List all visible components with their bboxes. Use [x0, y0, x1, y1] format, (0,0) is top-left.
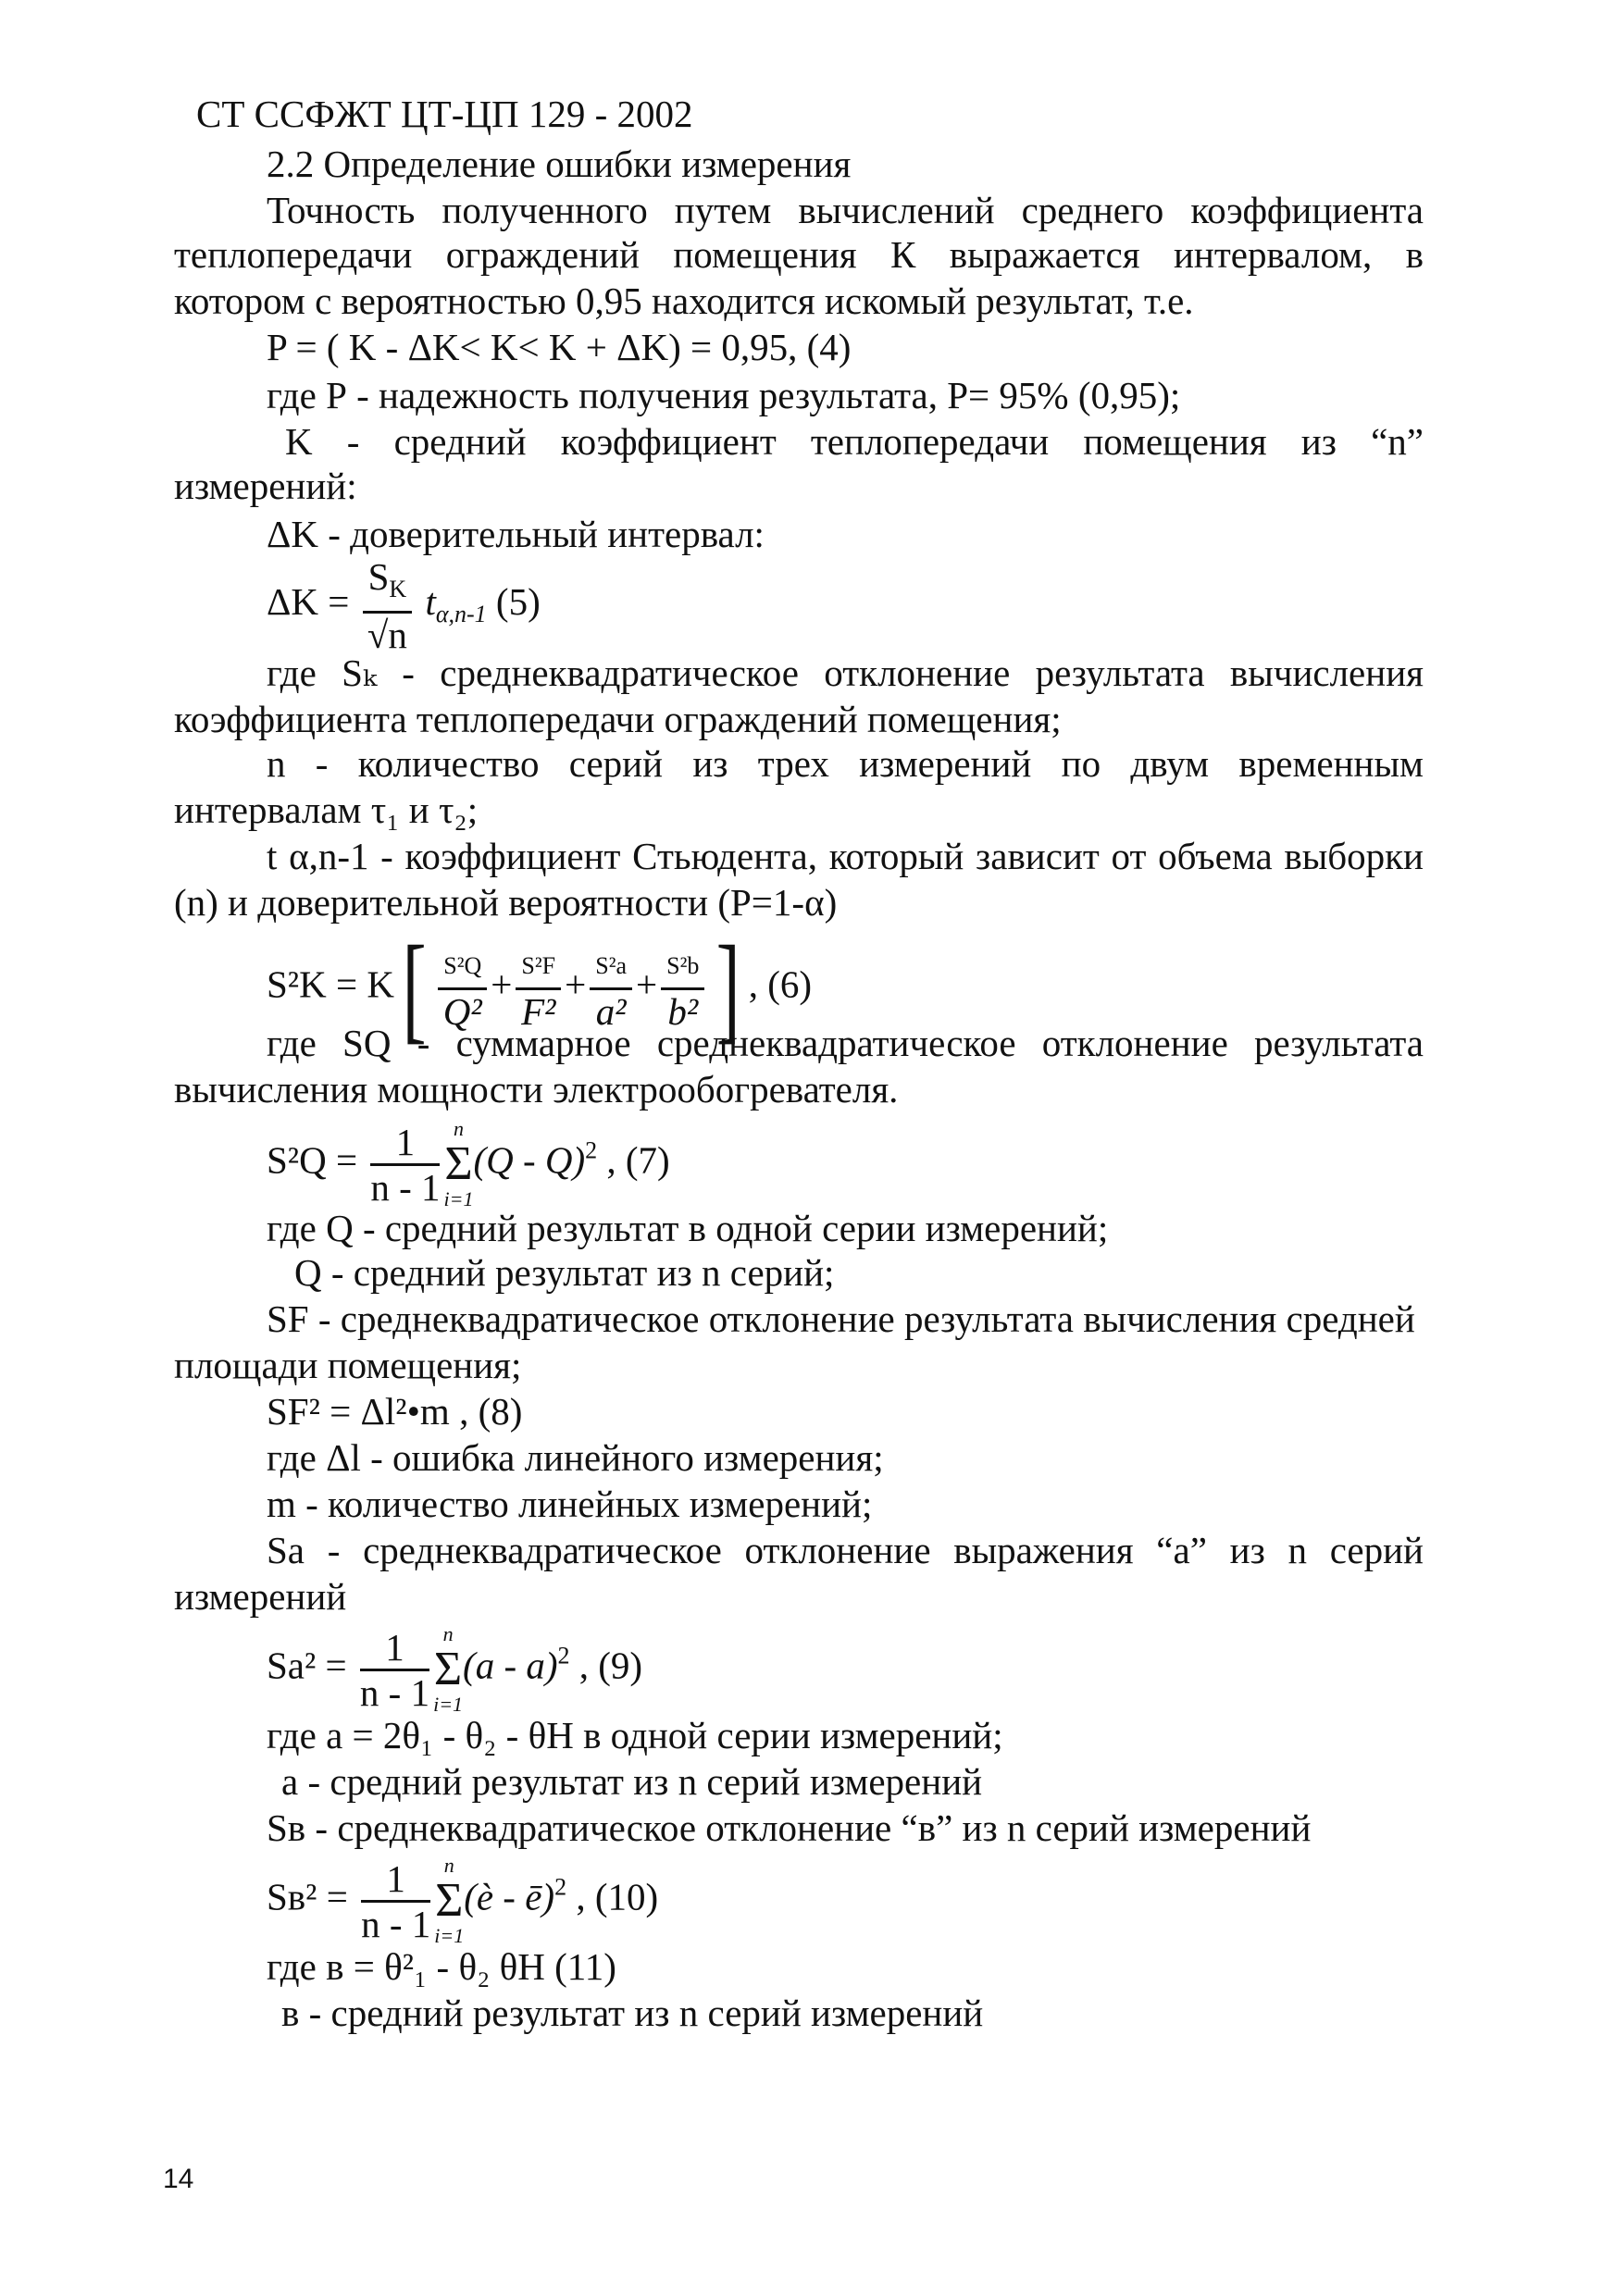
- equation-7-fraction: $\frac{1}{n - 1}$: [370, 1120, 441, 1209]
- equation-7-lhs: S²Q =: [267, 1138, 358, 1182]
- fraction-f: $\frac{\text{S²F}}{\text{F²}}$: [516, 945, 561, 1033]
- equation-tag: , (7): [606, 1138, 670, 1182]
- paragraph-line: Точность полученного путем вычислений среднего коэффициента: [267, 189, 1424, 231]
- k-mean-line: K - средний коэффициент теплопередачи помещения из “n”: [285, 420, 1424, 463]
- fraction-b: $\frac{\text{S²b}}{\text{b²}}$: [661, 945, 704, 1033]
- where-q-line: где Q - средний результат в одной серии измерений;: [267, 1207, 1109, 1249]
- equation-5-lhs: ΔK =: [267, 579, 350, 623]
- t-subscript: α,n-1: [435, 600, 487, 627]
- where-sq-line: вычисления мощности электрообогревателя.: [174, 1068, 899, 1111]
- paragraph-line: котором с вероятностью 0,95 находится искомый результат, т.е.: [174, 279, 1194, 322]
- equation-tag: , (10): [576, 1875, 659, 1918]
- where-sq-line: где SQ - суммарное среднеквадратическое отклонение результата: [267, 1022, 1424, 1064]
- t-definition-line: t α,n-1 - коэффициент Стьюдента, который зависит от объема выборки: [267, 835, 1424, 877]
- n-definition-line: n - количество серий из трех измерений по двум временным: [267, 742, 1424, 785]
- equation-8: SF² = Δl²•m , (8): [267, 1390, 523, 1433]
- equation-tag: , (9): [578, 1644, 643, 1687]
- section-title: 2.2 Определение ошибки измерения: [267, 143, 852, 185]
- fraction-q: $\frac{\text{S²Q}}{\text{Q²}}$: [438, 945, 487, 1033]
- equation-9-body: (a - a): [463, 1644, 558, 1687]
- t-definition-line: (n) и доверительной вероятности (Р=1-α): [174, 881, 838, 924]
- fraction-numerator: S: [367, 555, 390, 598]
- fraction-denominator: √n: [367, 614, 407, 656]
- equation-6: S²K = K[ $\frac{\text{S²Q}}{\text{Q²}}$ + $\frac{\text{S²F}}{\text{F²}}$ + $\frac{\text{S²a}}{\text{a²}}$ + $\frac{\text{S²b}}{\text{b²}}$ ] , (6): [267, 922, 813, 1055]
- where-p-line: где Р - надежность получения результата, Р= 95% (0,95);: [267, 374, 1181, 416]
- a-mean-line: a - средний результат из n серий измерений: [281, 1760, 983, 1803]
- t-symbol: t: [425, 579, 436, 623]
- equation-10-body: (è - ē): [464, 1875, 555, 1918]
- left-bracket: [: [402, 922, 427, 1055]
- equation-4: P = ( K - ΔK< K< K + ΔK) = 0,95, (4): [267, 326, 852, 368]
- sf-definition-line: площади помещения;: [174, 1344, 522, 1386]
- fraction-a: $\frac{\text{S²a}}{\text{a²}}$: [590, 945, 632, 1033]
- equation-tag: , (6): [748, 962, 813, 1006]
- where-sk-line: где Sₖ - среднеквадратическое отклонение результата вычисления: [267, 652, 1424, 694]
- k-mean-line: измерений:: [174, 465, 357, 507]
- sf-definition-line: SF - среднеквадратическое отклонение результата вычисления средней: [267, 1297, 1415, 1340]
- sa-definition-line: Sa - среднеквадратическое отклонение выражения “a” из n серий: [267, 1529, 1424, 1571]
- equation-10-fraction: $\frac{1}{n - 1}$: [361, 1856, 431, 1945]
- where-b-line: где в = θ²₁ - θ₂ θH (11): [267, 1945, 616, 1988]
- numerator-subscript: K: [389, 576, 407, 602]
- equation-9: Sa² = $\frac{1}{n - 1}$ n Σ i=1 (a - a)$^2$ , (9): [267, 1622, 643, 1716]
- document-header: СТ ССФЖТ ЦТ-ЦП 129 - 2002: [196, 93, 693, 135]
- n-definition-line: интервалам τ₁ и τ₂;: [174, 788, 479, 831]
- page-number: 14: [163, 2164, 194, 2194]
- paragraph-line: теплопередачи ограждений помещения К выражается интервалом, в: [174, 233, 1424, 276]
- where-sk-line: коэффициента теплопередачи ограждений помещения;: [174, 698, 1062, 740]
- sum-symbol: n Σ i=1: [434, 1854, 465, 1947]
- equation-10-lhs: Sв² =: [267, 1875, 348, 1918]
- where-a-line: где a = 2θ₁ - θ₂ - θH в одной серии измерений;: [267, 1714, 1003, 1756]
- equation-7-body: (Q - Q): [473, 1138, 586, 1182]
- equation-9-fraction: $\frac{1}{n - 1}$: [359, 1625, 430, 1714]
- delta-k-label: ΔK - доверительный интервал:: [267, 513, 765, 555]
- sb-definition-line: Sв - среднеквадратическое отклонение “в” из n серий измерений: [267, 1806, 1312, 1849]
- equation-9-lhs: Sa² =: [267, 1644, 347, 1687]
- m-definition-line: m - количество линейных измерений;: [267, 1483, 873, 1525]
- sum-symbol: n Σ i=1: [433, 1622, 464, 1716]
- equation-10: Sв² = $\frac{1}{n - 1}$ n Σ i=1 (è - ē)$^2$ , (10): [267, 1854, 659, 1947]
- equation-tag: (5): [495, 579, 541, 623]
- sum-symbol: n Σ i=1: [443, 1117, 474, 1210]
- equation-6-lhs: S²K = K: [267, 962, 394, 1006]
- b-mean-line: в - средний результат из n серий измерений: [281, 1992, 984, 2034]
- sa-definition-line: измерений: [174, 1575, 347, 1618]
- q-mean-line: Q - средний результат из n серий;: [294, 1251, 835, 1294]
- equation-5: [267, 555, 541, 656]
- equation-5-fraction: [363, 555, 413, 656]
- where-dl-line: где Δl - ошибка линейного измерения;: [267, 1436, 884, 1479]
- right-bracket: ]: [716, 922, 741, 1055]
- equation-7: S²Q = $\frac{1}{n - 1}$ n Σ i=1 (Q - Q)$^2$ , (7): [267, 1117, 670, 1210]
